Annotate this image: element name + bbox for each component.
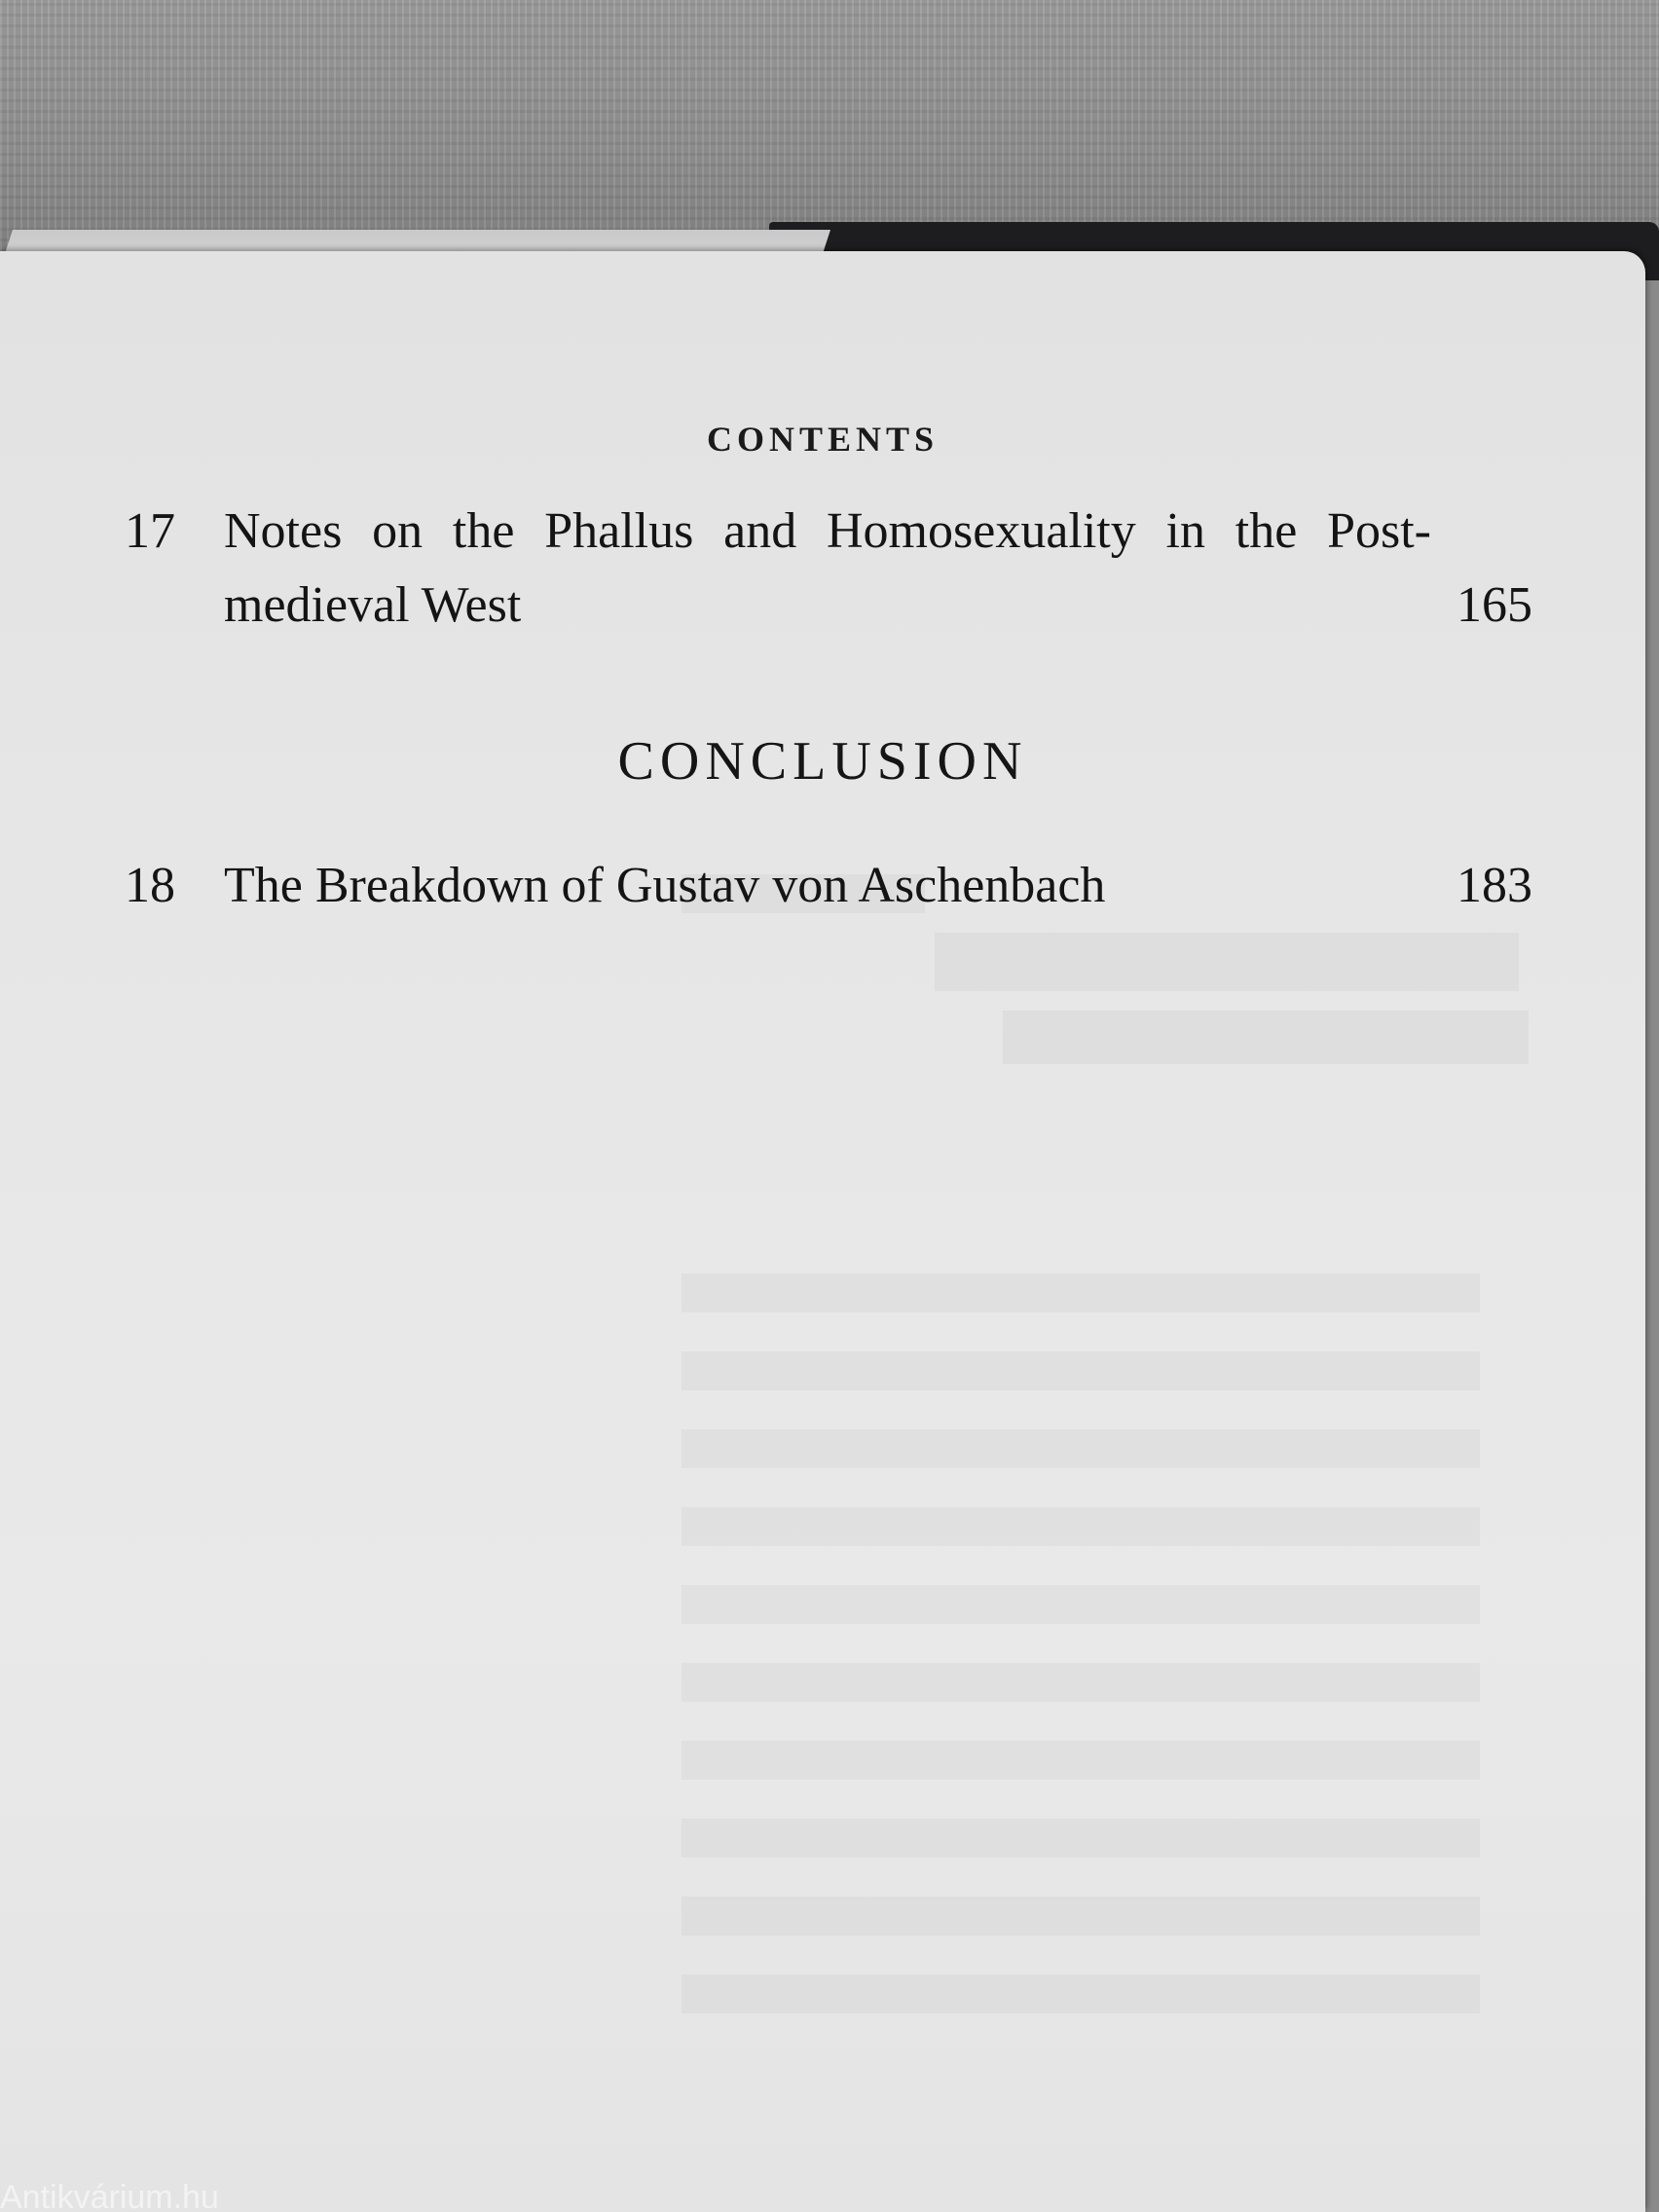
chapter-title-line: medieval West [224, 577, 522, 633]
chapter-title [224, 495, 1431, 643]
show-through-shadow [682, 1897, 1480, 1936]
toc-entry [0, 495, 1645, 650]
chapter-number: 17 [125, 503, 175, 559]
show-through-shadow [682, 1663, 1480, 1702]
book-page [0, 251, 1645, 2212]
show-through-shadow [682, 1273, 1480, 1312]
chapter-title [224, 849, 1431, 923]
show-through-shadow [1003, 1011, 1529, 1064]
show-through-shadow [682, 1351, 1480, 1390]
show-through-shadow [935, 933, 1519, 991]
show-through-shadow [682, 1741, 1480, 1780]
chapter-title-line: The Breakdown of Gustav von Aschenbach [224, 858, 1106, 913]
show-through-shadow [682, 1585, 1480, 1624]
page-number: 165 [1456, 577, 1532, 633]
watermark-text: Antikvárium.hu [0, 2183, 219, 2212]
show-through-shadow [682, 1507, 1480, 1546]
chapter-title-line: Notes on the Phallus and Homosexuality in the Post- [224, 503, 1431, 559]
show-through-shadow [682, 1974, 1480, 2013]
show-through-shadow [682, 1819, 1480, 1858]
section-heading: CONCLUSION [617, 731, 1028, 792]
show-through-shadow [682, 1429, 1480, 1468]
running-head: CONTENTS [706, 420, 940, 459]
page-number: 183 [1456, 858, 1532, 913]
toc-entry [0, 849, 1645, 927]
chapter-number: 18 [125, 858, 175, 913]
